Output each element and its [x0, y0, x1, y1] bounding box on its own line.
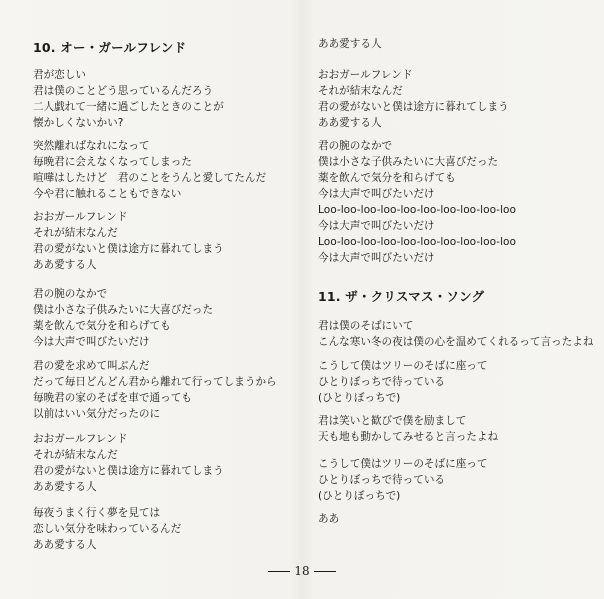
right-stanza [318, 36, 382, 52]
right-stanza [318, 511, 339, 527]
lyric-line: 君は笑いと歓びで僕を励まして [318, 415, 467, 427]
left-stanza [33, 505, 181, 553]
lyric-line: 二人戯れて一緒に過ごしたときのことが [33, 101, 224, 113]
lyric-line: 君の腕のなかで [33, 288, 108, 300]
lyric-line: ああ [318, 513, 340, 525]
lyric-line: 君が恋しい [33, 69, 86, 81]
left-stanza [33, 431, 224, 495]
lyric-line: 君は僕のそばにいて [318, 320, 414, 332]
lyric-line: 君の腕のなかで [318, 140, 393, 152]
lyric-line: ああ愛する人 [33, 539, 97, 551]
lyric-line: (ひとりぼっちで) [318, 392, 401, 404]
song-title-10: 10. オー・ガールフレンド [33, 40, 187, 55]
lyric-line: 喧嘩はしたけど 君のことをうんと愛してたんだ [33, 172, 267, 184]
lyric-line: おおガールフレンド [318, 69, 413, 81]
page-number-text: 18 [294, 564, 310, 578]
lyric-line: こうして僕はツリーのそばに座って [318, 360, 488, 372]
lyric-line: 今は大声で叫びたいだけ [33, 336, 150, 348]
lyric-line: 毎晩君の家のそばを車で通っても [33, 392, 192, 404]
lyric-line: ああ愛する人 [33, 259, 97, 271]
lyric-line: ああ愛する人 [318, 117, 382, 129]
page-number-dash-left [268, 571, 290, 572]
lyric-line: 天も地も動かしてみせると言ったよね [318, 431, 499, 443]
right-stanza [318, 138, 516, 266]
lyric-line: (ひとりぼっちで) [318, 490, 401, 502]
page-number-dash-right [314, 571, 336, 572]
lyric-line: 薬を飲んで気分を和らげても [33, 320, 171, 332]
lyric-line: 薬を飲んで気分を和らげても [318, 172, 456, 184]
right-stanza [318, 67, 509, 131]
left-stanza [33, 358, 277, 422]
lyric-line: だって毎日どんどん君から離れて行ってしまうから [33, 376, 277, 388]
page-number [0, 564, 604, 578]
lyric-line: Loo-loo-loo-loo-loo-loo-loo-loo-loo-loo [318, 236, 517, 248]
lyric-line: 君の愛を求めて叫ぶんだ [33, 360, 150, 372]
lyric-line: 僕は小さな子供みたいに大喜びだった [318, 156, 499, 168]
lyric-line: Loo-loo-loo-loo-loo-loo-loo-loo-loo-loo [318, 204, 517, 216]
lyric-line: 今は大声で叫びたいだけ [318, 188, 435, 200]
lyric-line: こんな寒い冬の夜は僕の心を温めてくれるって言ったよね [318, 336, 594, 348]
lyric-line: ああ愛する人 [318, 38, 382, 50]
lyric-line: 君は僕のことどう思っているんだろう [33, 85, 214, 97]
lyric-line: それが結末なんだ [33, 227, 118, 239]
lyric-line: 君の愛がないと僕は途方に暮れてしまう [318, 101, 509, 113]
lyric-line: 毎夜うまく行く夢を見ては [33, 507, 161, 519]
lyric-line: ひとりぼっちで待っている [318, 376, 446, 388]
right-stanza [318, 456, 488, 504]
lyric-line: 突然離ればなれになって [33, 140, 150, 152]
lyric-line: 君の愛がないと僕は途方に暮れてしまう [33, 243, 224, 255]
lyric-line: 以前はいい気分だったのに [33, 408, 161, 420]
right-stanza [318, 318, 593, 350]
right-stanza [318, 358, 488, 406]
lyric-line: 今や君に触れることもできない [33, 188, 182, 200]
left-stanza [33, 286, 213, 350]
left-stanza [33, 138, 266, 202]
lyric-line: 恋しい気分を味わっているんだ [33, 523, 182, 535]
left-stanza [33, 209, 224, 273]
lyric-line: おおガールフレンド [33, 433, 128, 445]
lyric-line: 今は大声で叫びたいだけ [318, 220, 435, 232]
song-title-11: 11. ザ・クリスマス・ソング [318, 289, 485, 304]
lyric-line: それが結末なんだ [318, 85, 403, 97]
lyric-line: ひとりぼっちで待っている [318, 474, 446, 486]
lyric-line: 懐かしくないかい? [33, 117, 124, 129]
lyric-line: 今は大声で叫びたいだけ [318, 252, 435, 264]
lyric-line: 毎晩君に会えなくなってしまった [33, 156, 192, 168]
lyric-line: こうして僕はツリーのそばに座って [318, 458, 488, 470]
lyric-line: それが結末なんだ [33, 449, 118, 461]
lyric-line: ああ愛する人 [33, 481, 97, 493]
lyric-line: おおガールフレンド [33, 211, 128, 223]
right-stanza [318, 413, 498, 445]
left-stanza [33, 67, 224, 131]
lyric-line: 僕は小さな子供みたいに大喜びだった [33, 304, 214, 316]
lyric-line: 君の愛がないと僕は途方に暮れてしまう [33, 465, 224, 477]
